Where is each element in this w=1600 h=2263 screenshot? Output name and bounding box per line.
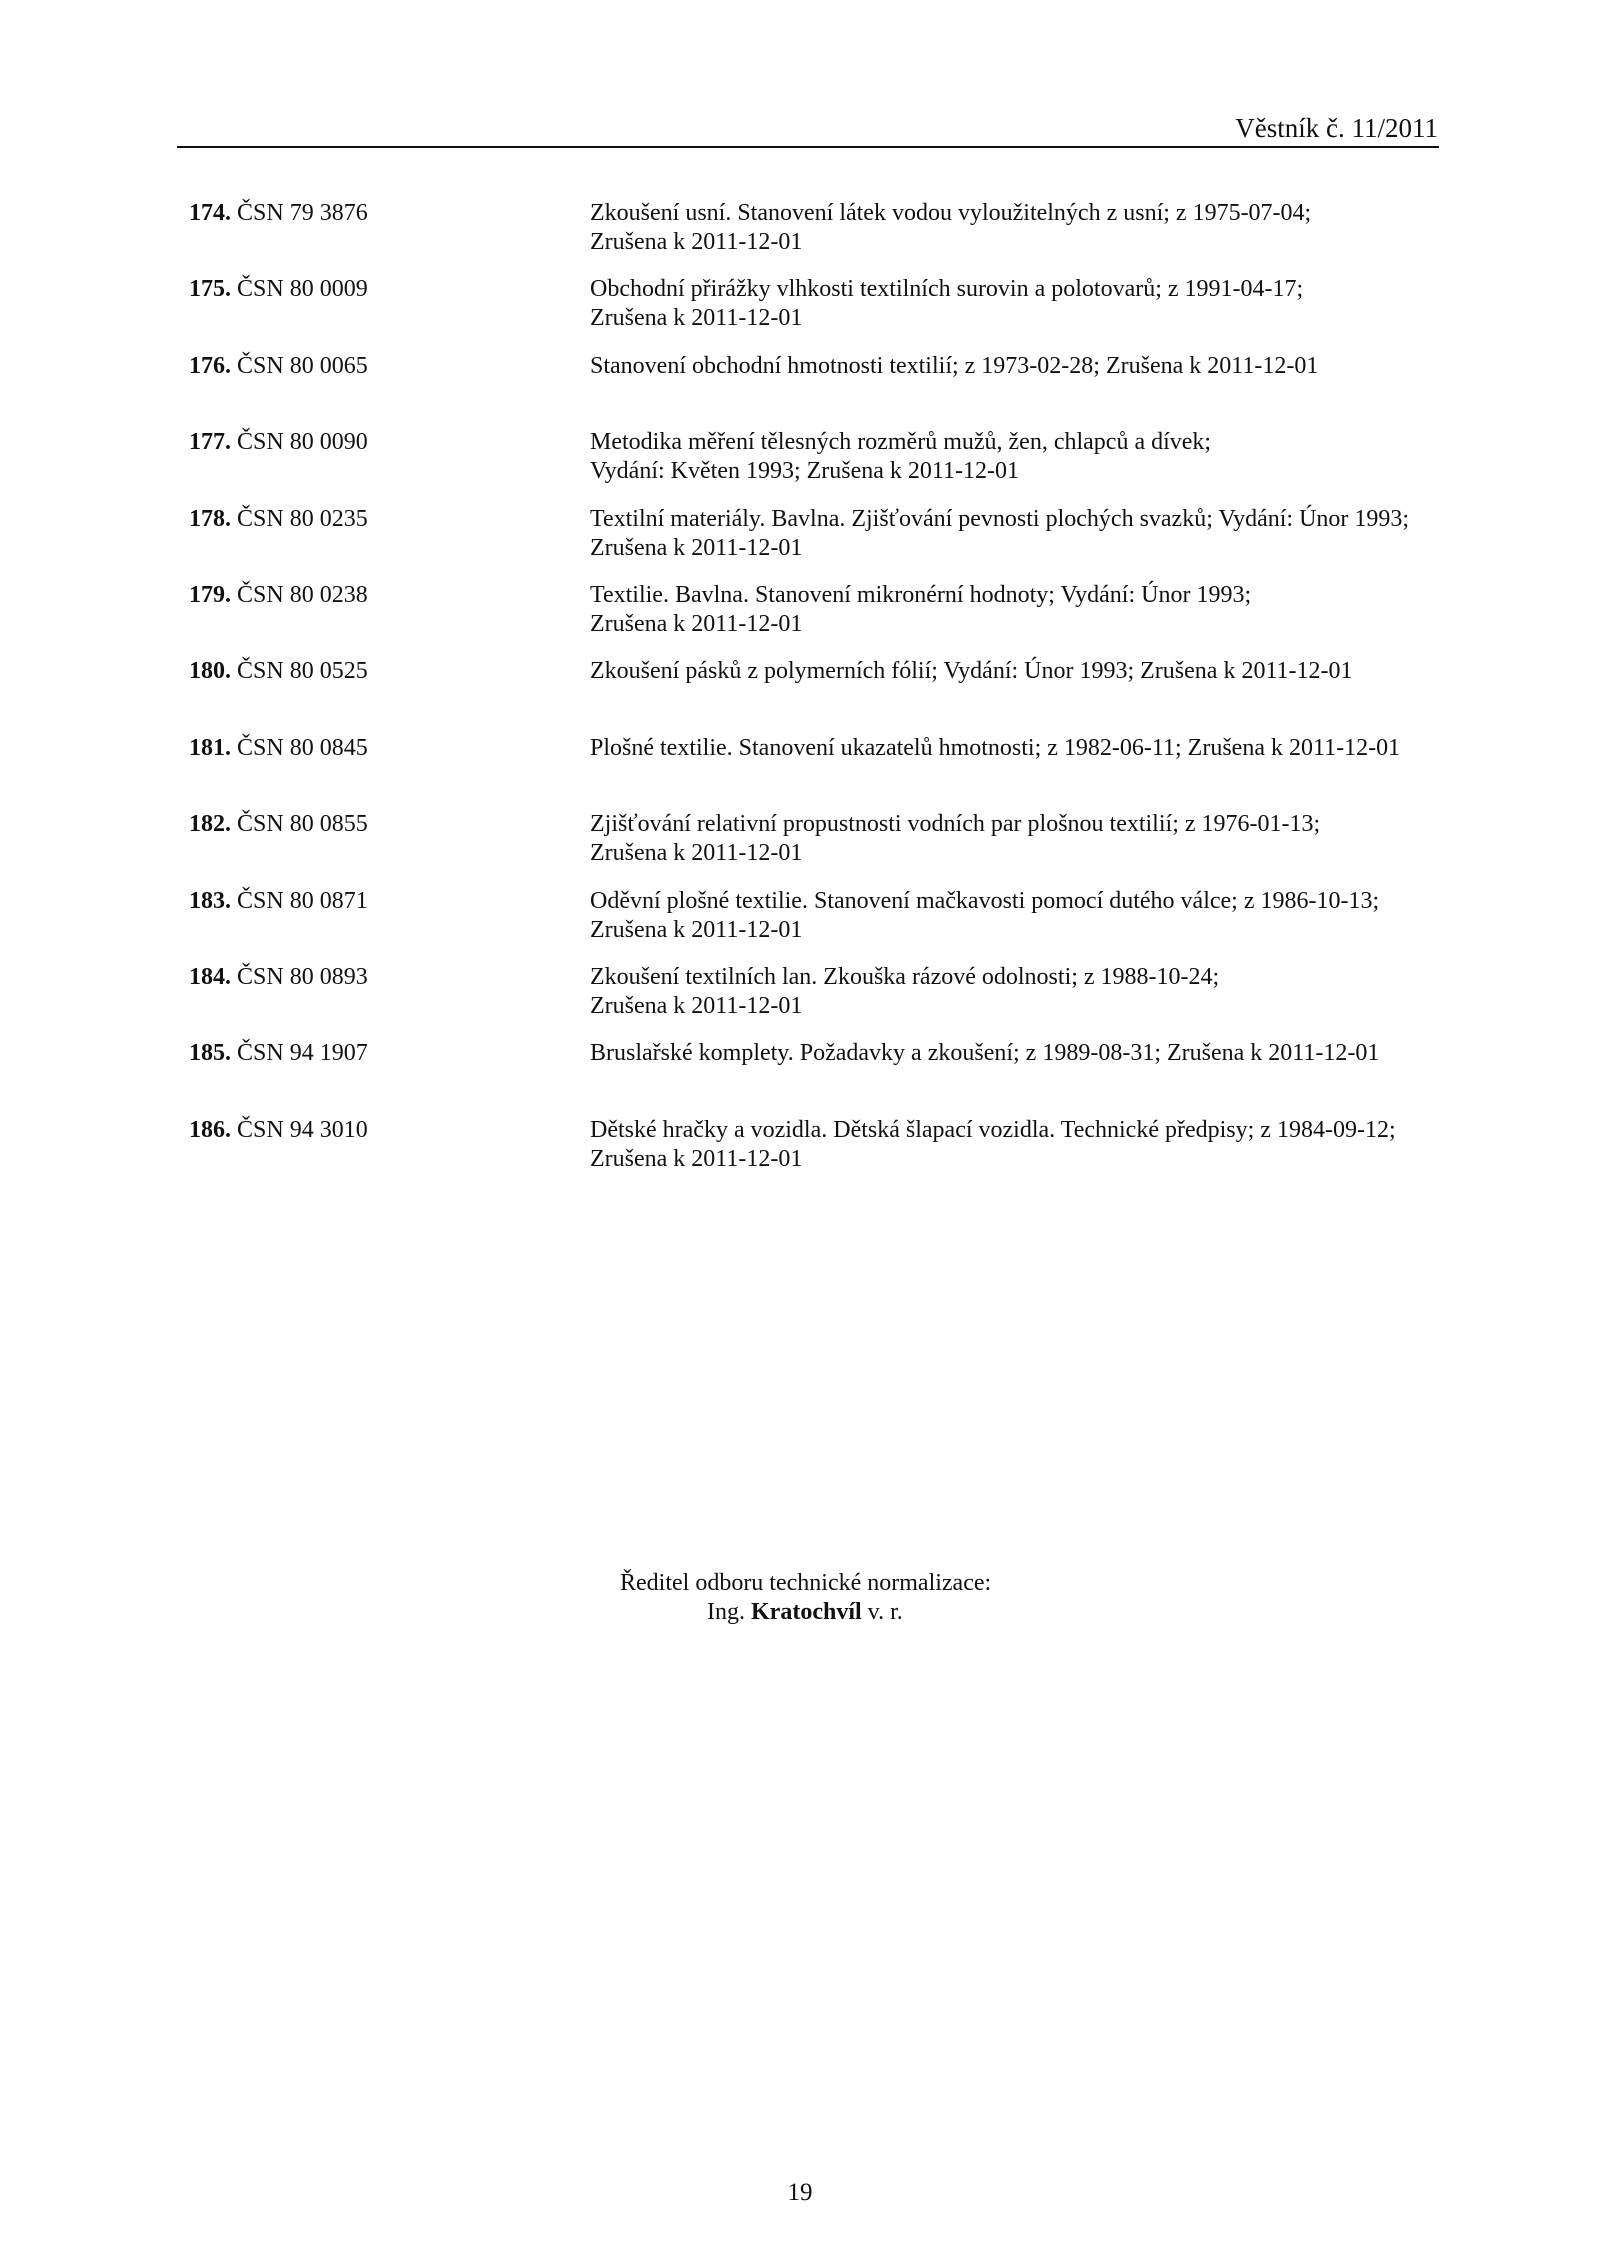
entry-description <box>590 275 1430 333</box>
entry-description <box>590 581 1430 639</box>
entry-description-line: Textilie. Bavlna. Stanovení mikronérní hodnoty; Vydání: Únor 1993; <box>590 582 1252 608</box>
entry-standard-code: ČSN 80 0238 <box>237 582 368 608</box>
entry-standard-code: ČSN 80 0009 <box>237 276 368 302</box>
entry-code <box>189 581 368 610</box>
entry-description <box>590 963 1430 1021</box>
entry-number: 174. <box>189 200 231 226</box>
entry-description-line: Zjišťování relativní propustnosti vodních par plošnou textilií; z 1976-01-13; <box>590 811 1321 837</box>
entry-number: 186. <box>189 1117 231 1143</box>
signature-name-line <box>707 1598 903 1627</box>
entry-code <box>189 1039 368 1068</box>
entry-code <box>189 428 368 457</box>
entry-description <box>590 199 1430 257</box>
entry-number: 177. <box>189 429 231 455</box>
entry-description <box>590 810 1430 868</box>
entry-number: 181. <box>189 735 231 761</box>
entry-number: 175. <box>189 276 231 302</box>
entry-number: 184. <box>189 964 231 990</box>
entry-standard-code: ČSN 80 0855 <box>237 811 368 837</box>
entry-description-line: Zkoušení usní. Stanovení látek vodou vyloužitelných z usní; z 1975-07-04; <box>590 200 1312 226</box>
entry-description <box>590 428 1430 486</box>
entry-description-line: Textilní materiály. Bavlna. Zjišťování pevnosti plochých svazků; Vydání: Únor 1993; <box>590 506 1410 532</box>
entry-description-line: Zrušena k 2011-12-01 <box>590 840 803 866</box>
entry-description-line: Dětské hračky a vozidla. Dětská šlapací vozidla. Technické předpisy; z 1984-09-12; <box>590 1117 1396 1143</box>
entry-description <box>590 505 1430 563</box>
entry-description <box>590 734 1430 763</box>
entry-standard-code: ČSN 79 3876 <box>237 200 368 226</box>
signature-prefix: Ing. <box>707 1599 745 1625</box>
entry-code <box>189 199 368 228</box>
header-divider <box>177 146 1439 148</box>
entry-standard-code: ČSN 80 0090 <box>237 429 368 455</box>
entry-standard-code: ČSN 80 0525 <box>237 658 368 684</box>
entry-number: 183. <box>189 888 231 914</box>
entry-description-line: Zrušena k 2011-12-01 <box>590 993 803 1019</box>
entry-standard-code: ČSN 80 0235 <box>237 506 368 532</box>
entry-description-line: Plošné textilie. Stanovení ukazatelů hmotnosti; z 1982-06-11; Zrušena k 2011-12-01 <box>590 735 1401 761</box>
entry-description-line: Bruslařské komplety. Požadavky a zkoušení; z 1989-08-31; Zrušena k 2011-12-01 <box>590 1040 1380 1066</box>
entry-description-line: Zrušena k 2011-12-01 <box>590 535 803 561</box>
entry-code <box>189 887 368 916</box>
entry-standard-code: ČSN 80 0845 <box>237 735 368 761</box>
entry-description <box>590 1039 1430 1068</box>
entry-description-line: Zrušena k 2011-12-01 <box>590 611 803 637</box>
entry-description-line: Stanovení obchodní hmotnosti textilií; z 1973-02-28; Zrušena k 2011-12-01 <box>590 353 1319 379</box>
signature-title: Ředitel odboru technické normalizace: <box>620 1570 992 1596</box>
entry-description-line: Oděvní plošné textilie. Stanovení mačkavosti pomocí dutého válce; z 1986-10-13; <box>590 888 1380 914</box>
entry-standard-code: ČSN 80 0893 <box>237 964 368 990</box>
entry-standard-code: ČSN 80 0871 <box>237 888 368 914</box>
entry-description-line: Obchodní přirážky vlhkosti textilních surovin a polotovarů; z 1991-04-17; <box>590 276 1304 302</box>
entry-code <box>189 275 368 304</box>
entry-standard-code: ČSN 94 3010 <box>237 1117 368 1143</box>
entry-number: 179. <box>189 582 231 608</box>
entry-description-line: Zkoušení pásků z polymerních fólií; Vydání: Únor 1993; Zrušena k 2011-12-01 <box>590 658 1353 684</box>
page-number: 19 <box>787 2179 813 2206</box>
entry-number: 176. <box>189 353 231 379</box>
entry-code <box>189 1116 368 1145</box>
signature-name: Kratochvíl <box>751 1599 862 1625</box>
entry-description-line: Vydání: Květen 1993; Zrušena k 2011-12-01 <box>590 458 1020 484</box>
entry-number: 180. <box>189 658 231 684</box>
entry-description <box>590 352 1430 381</box>
entry-number: 182. <box>189 811 231 837</box>
entry-description <box>590 1116 1430 1174</box>
entry-number: 178. <box>189 506 231 532</box>
entry-standard-code: ČSN 94 1907 <box>237 1040 368 1066</box>
entry-code <box>189 505 368 534</box>
entry-code <box>189 963 368 992</box>
entry-code <box>189 734 368 763</box>
entry-description-line: Zkoušení textilních lan. Zkouška rázové odolnosti; z 1988-10-24; <box>590 964 1220 990</box>
entry-description-line: Zrušena k 2011-12-01 <box>590 305 803 331</box>
entry-code <box>189 352 368 381</box>
entry-standard-code: ČSN 80 0065 <box>237 353 368 379</box>
page-header-title: Věstník č. 11/2011 <box>1235 113 1438 143</box>
entry-code <box>189 657 368 686</box>
entry-number: 185. <box>189 1040 231 1066</box>
entry-description-line: Metodika měření tělesných rozměrů mužů, žen, chlapců a dívek; <box>590 429 1212 455</box>
entry-description-line: Zrušena k 2011-12-01 <box>590 1146 803 1172</box>
entry-description-line: Zrušena k 2011-12-01 <box>590 229 803 255</box>
entry-description-line: Zrušena k 2011-12-01 <box>590 917 803 943</box>
entry-code <box>189 810 368 839</box>
signature-suffix: v. r. <box>867 1599 903 1625</box>
entry-description <box>590 887 1430 945</box>
entry-description <box>590 657 1430 686</box>
